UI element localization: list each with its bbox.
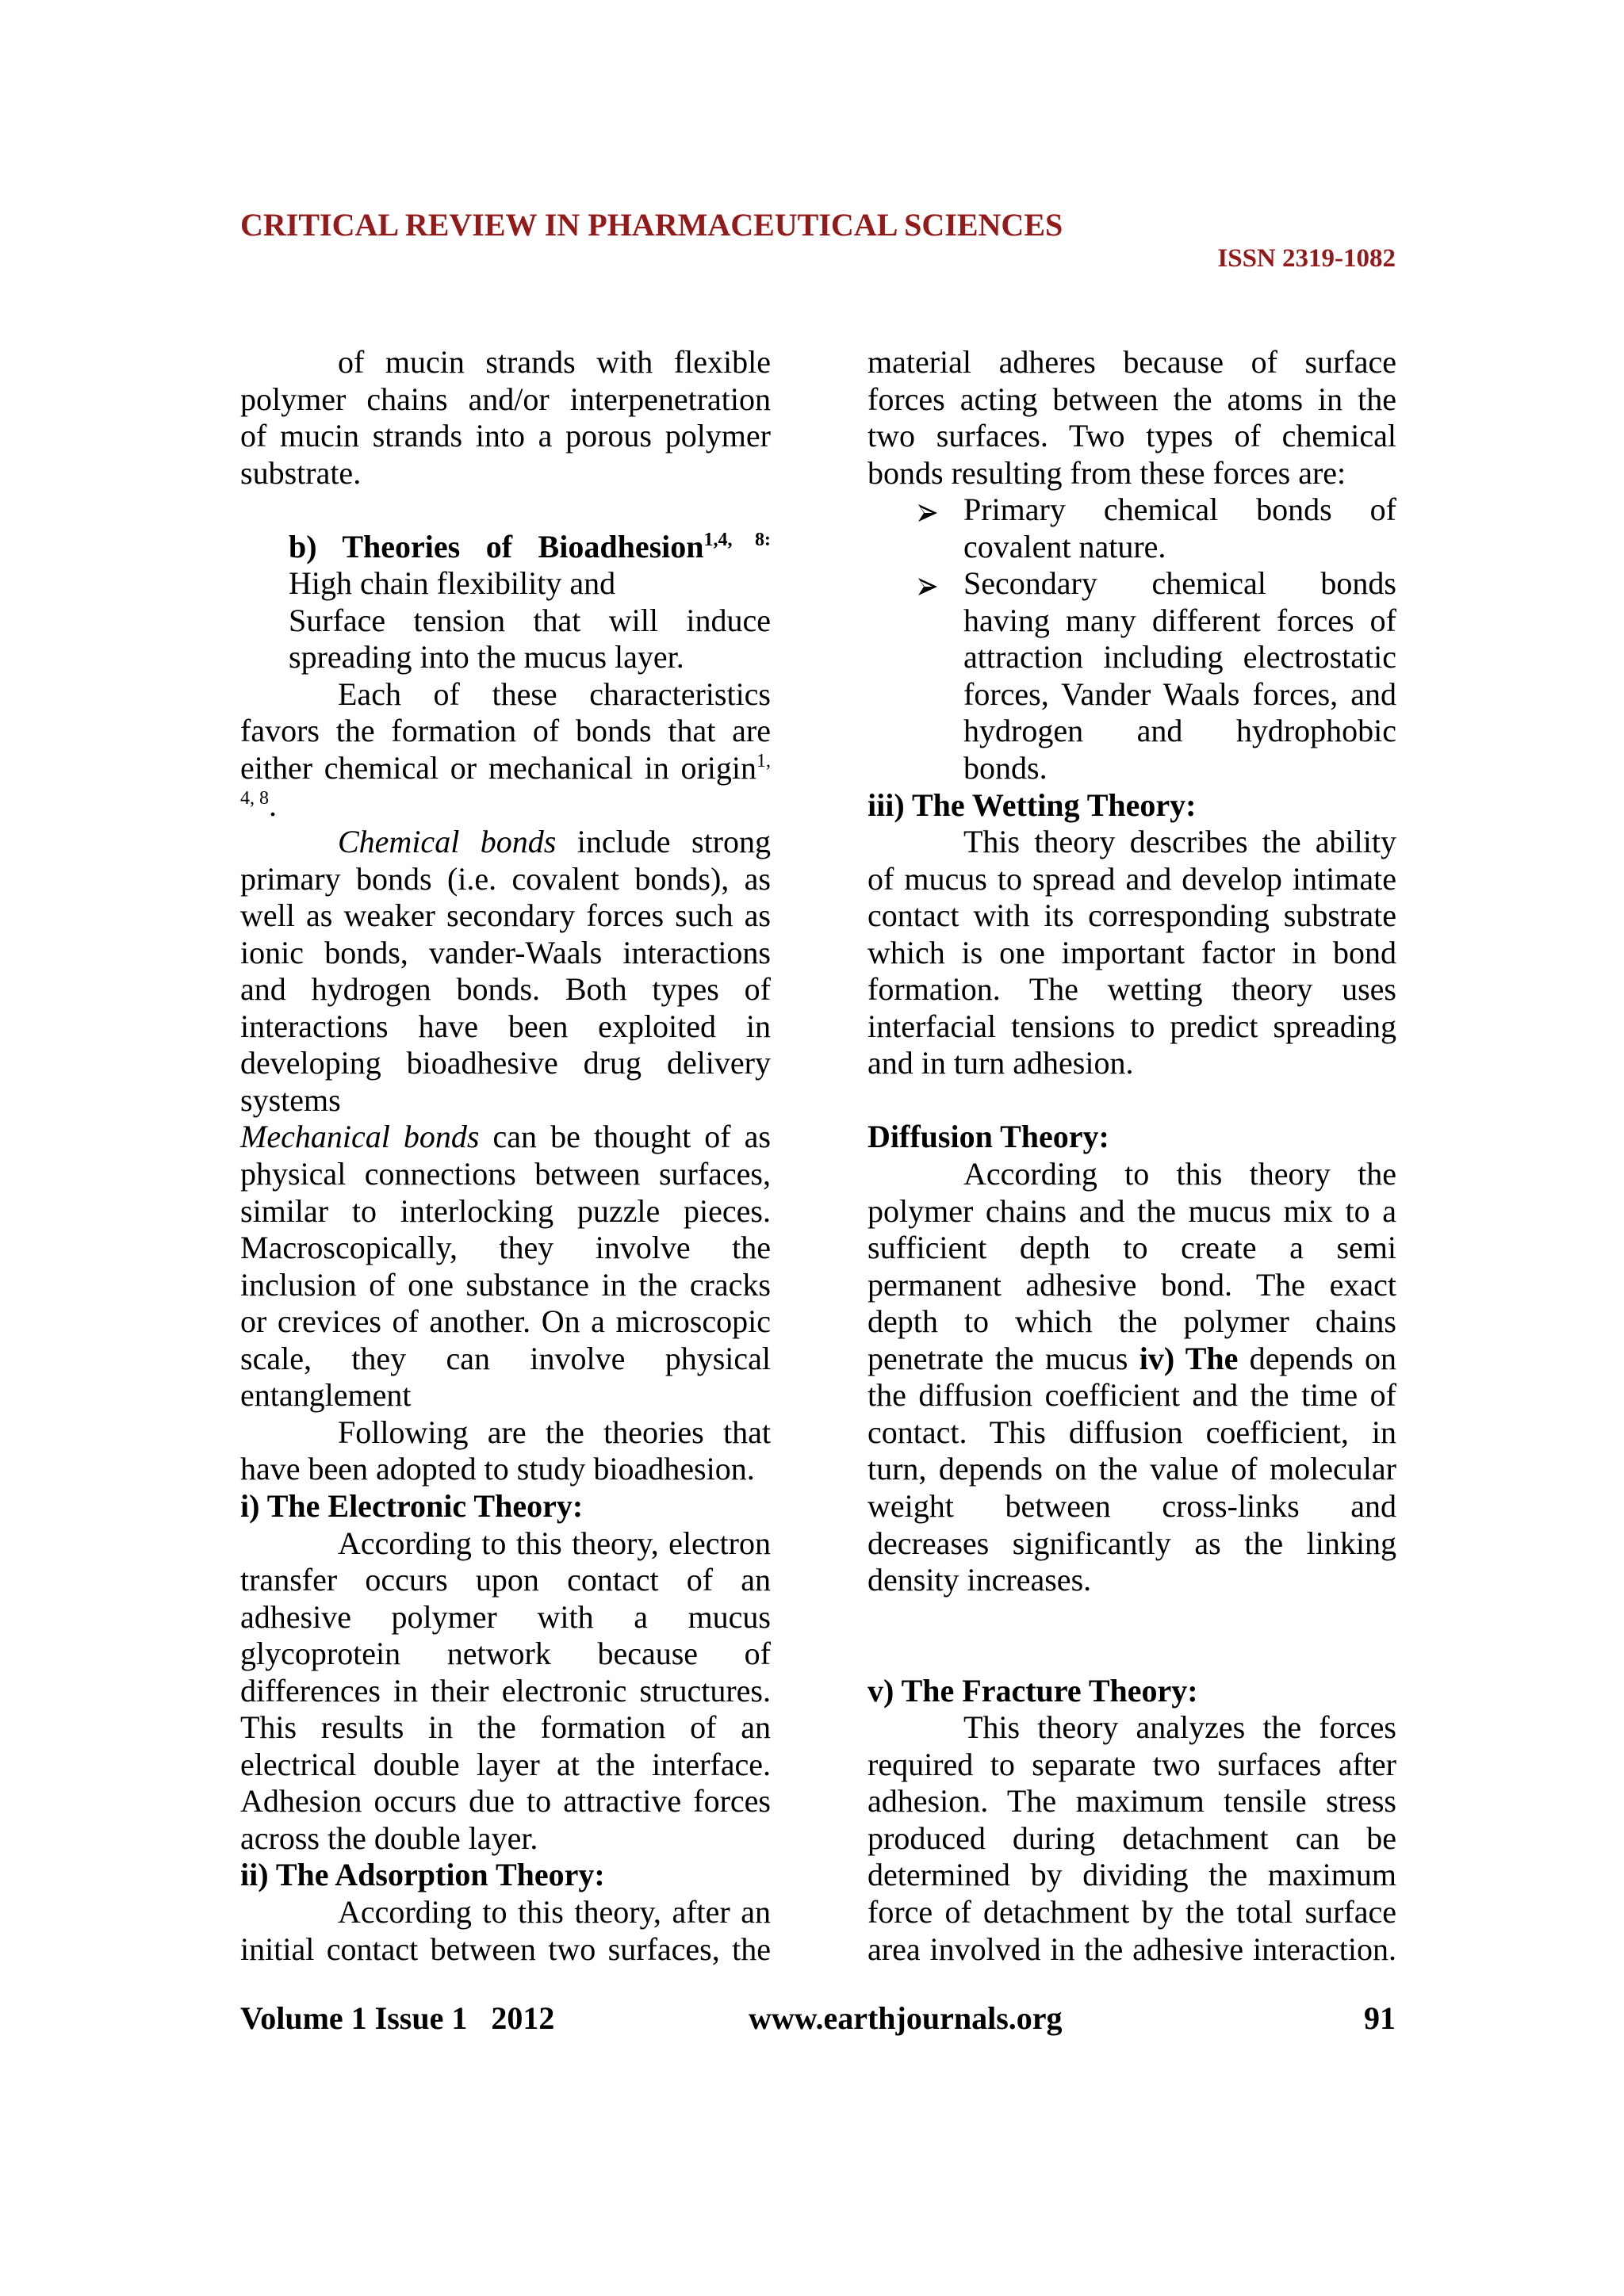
text-line: spreading into the mucus layer. — [289, 639, 684, 675]
text-line: According to this theory the — [963, 1156, 1396, 1192]
text-line: covalent nature. — [963, 528, 1166, 564]
text-line: scale, they can involve physical — [240, 1340, 771, 1376]
text-line: across the double layer. — [240, 1820, 538, 1856]
text-line: This results in the formation of an — [240, 1709, 771, 1746]
text-line: Following are the theories that — [338, 1414, 771, 1450]
line-text: Secondary chemical bonds — [963, 565, 1396, 602]
page-number: 91 — [1364, 2000, 1396, 2036]
text-line: According to this theory, after an — [338, 1893, 771, 1930]
text-line: favors the formation of bonds that are — [240, 713, 771, 749]
text-line: differences in their electronic structures. — [240, 1672, 771, 1709]
text-line: produced during detachment can be — [868, 1820, 1396, 1856]
text-line: force of detachment by the total surface — [868, 1893, 1396, 1930]
line-text: . — [269, 786, 277, 823]
text-line: forces acting between the atoms in the — [868, 381, 1396, 417]
text-line: primary bonds (i.e. covalent bonds), as — [240, 860, 771, 897]
text-line: adhesive polymer with a mucus — [240, 1598, 771, 1635]
text-line: High chain flexibility and — [289, 565, 616, 602]
citation-refs: 1, — [756, 751, 771, 772]
line-text: depends on — [1238, 1340, 1397, 1376]
line-text: Primary chemical bonds of — [963, 492, 1396, 528]
line-text: include strong — [556, 824, 772, 860]
text-line: polymer chains and/or interpenetration — [240, 381, 771, 417]
left-column — [240, 344, 771, 1968]
text-line — [240, 824, 771, 861]
text-line: bonds. — [963, 750, 1048, 786]
text-line: and in turn adhesion. — [868, 1045, 1134, 1081]
text-line: Surface tension that will induce — [289, 602, 771, 638]
text-line: Each of these characteristics — [338, 675, 771, 712]
section-heading-adsorption: ii) The Adsorption Theory: — [240, 1857, 605, 1893]
blank-line — [868, 1636, 1396, 1673]
text-line: similar to interlocking puzzle pieces. — [240, 1192, 771, 1229]
text-line: which is one important factor in bond — [868, 934, 1396, 970]
text-line: physical connections between surfaces, — [240, 1156, 771, 1192]
text-line: depth to which the polymer chains — [868, 1303, 1396, 1340]
text-line: inclusion of one substance in the cracks — [240, 1266, 771, 1303]
text-line: two surfaces. Two types of chemical — [868, 418, 1396, 454]
text-line: of mucin strands into a porous polymer — [240, 418, 771, 454]
text-line — [240, 750, 771, 787]
section-heading-fracture: v) The Fracture Theory: — [868, 1672, 1198, 1709]
text-line: glycoprotein network because of — [240, 1636, 771, 1672]
text-line: transfer occurs upon contact of an — [240, 1562, 771, 1598]
text-line — [868, 1341, 1396, 1378]
text-line: ionic bonds, vander-Waals interactions — [240, 934, 771, 970]
text-line — [240, 1119, 771, 1156]
text-line: According to this theory, electron — [338, 1525, 771, 1561]
text-line: interfacial tensions to predict spreading — [868, 1008, 1396, 1044]
section-heading-diffusion: Diffusion Theory: — [868, 1119, 1109, 1155]
text-line: weight between cross-links and — [868, 1487, 1396, 1524]
journal-title: CRITICAL REVIEW IN PHARMACEUTICAL SCIENCES — [240, 207, 1063, 243]
text-line: Macroscopically, they involve the — [240, 1230, 771, 1266]
text-line: determined by dividing the maximum — [868, 1857, 1396, 1893]
section-heading-electronic: i) The Electronic Theory: — [240, 1487, 584, 1524]
text-line: adhesion. The maximum tensile stress — [868, 1783, 1396, 1820]
text-line: of mucin strands with flexible — [338, 344, 771, 380]
text-line: have been adopted to study bioadhesion. — [240, 1451, 755, 1487]
text-line: This theory describes the ability — [963, 824, 1396, 860]
footer-volume-issue: Volume 1 Issue 1 2012 — [240, 2000, 555, 2036]
text-line: the diffusion coefficient and the time of — [868, 1377, 1396, 1414]
arrowhead-bullet-icon — [917, 503, 938, 522]
text-line: and hydrogen bonds. Both types of — [240, 971, 771, 1008]
text-line: required to separate two surfaces after — [868, 1746, 1396, 1782]
text-line: contact. This diffusion coefficient, in — [868, 1414, 1396, 1450]
blank-line — [868, 1599, 1396, 1636]
text-line: bonds resulting from these forces are: — [868, 454, 1346, 491]
text-line: or crevices of another. On a microscopic — [240, 1303, 771, 1340]
text-line: initial contact between two surfaces, the — [240, 1931, 771, 1967]
text-line: of mucus to spread and develop intimate — [868, 860, 1396, 897]
theories-heading — [240, 529, 771, 566]
text-line: systems — [240, 1081, 341, 1118]
text-line: density increases. — [868, 1562, 1092, 1598]
text-line: having many different forces of — [963, 602, 1396, 638]
citation-refs: 4, 8 — [240, 787, 269, 809]
text-line: polymer chains and the mucus mix to a — [868, 1192, 1396, 1229]
arrowhead-bullet-icon — [917, 577, 938, 596]
text-line — [240, 787, 771, 825]
text-line: entanglement — [240, 1377, 412, 1414]
bullet-item — [868, 492, 1396, 529]
text-line: forces, Vander Waals forces, and — [963, 675, 1396, 712]
text-line: permanent adhesive bond. The exact — [868, 1266, 1396, 1303]
line-text: either chemical or mechanical in origin — [240, 750, 756, 786]
mechanical-bonds-term: Mechanical bonds — [240, 1119, 480, 1155]
text-line: sufficient depth to create a semi — [868, 1230, 1396, 1266]
issn-number: ISSN 2319-1082 — [1217, 244, 1396, 273]
text-line: developing bioadhesive drug delivery — [240, 1045, 771, 1081]
text-line: turn, depends on the value of molecular — [868, 1451, 1396, 1487]
text-line: contact with its corresponding substrate — [868, 897, 1396, 934]
footer-website: www.earthjournals.org — [749, 2000, 1063, 2036]
text-line: formation. The wetting theory uses — [868, 971, 1396, 1008]
chemical-bonds-term: Chemical bonds — [338, 824, 557, 860]
text-line: hydrogen and hydrophobic — [963, 713, 1396, 749]
text-line: well as weaker secondary forces such as — [240, 897, 771, 934]
text-line: attraction including electrostatic — [963, 639, 1396, 675]
line-text: can be thought of as — [479, 1119, 772, 1155]
blank-line — [240, 492, 771, 529]
line-text: penetrate the mucus — [868, 1340, 1139, 1376]
text-line: electrical double layer at the interface. — [240, 1746, 771, 1782]
theories-heading-text: b) Theories of Bioadhesion — [289, 528, 704, 564]
theories-heading-refs: 1,4, 8: — [703, 529, 771, 550]
bullet-item — [868, 565, 1396, 603]
text-line: material adheres because of surface — [868, 344, 1396, 380]
section-heading-wetting: iii) The Wetting Theory: — [868, 786, 1197, 823]
text-line: Adhesion occurs due to attractive forces — [240, 1783, 771, 1820]
text-line: This theory analyzes the forces — [963, 1709, 1396, 1746]
right-column — [868, 344, 1396, 1968]
blank-line — [868, 1082, 1396, 1119]
inline-bold-label: iv) The — [1139, 1340, 1239, 1376]
text-line: interactions have been exploited in — [240, 1008, 771, 1044]
text-line: decreases significantly as the linking — [868, 1525, 1396, 1561]
text-line: substrate. — [240, 454, 362, 491]
text-line: area involved in the adhesive interaction. — [868, 1931, 1396, 1967]
